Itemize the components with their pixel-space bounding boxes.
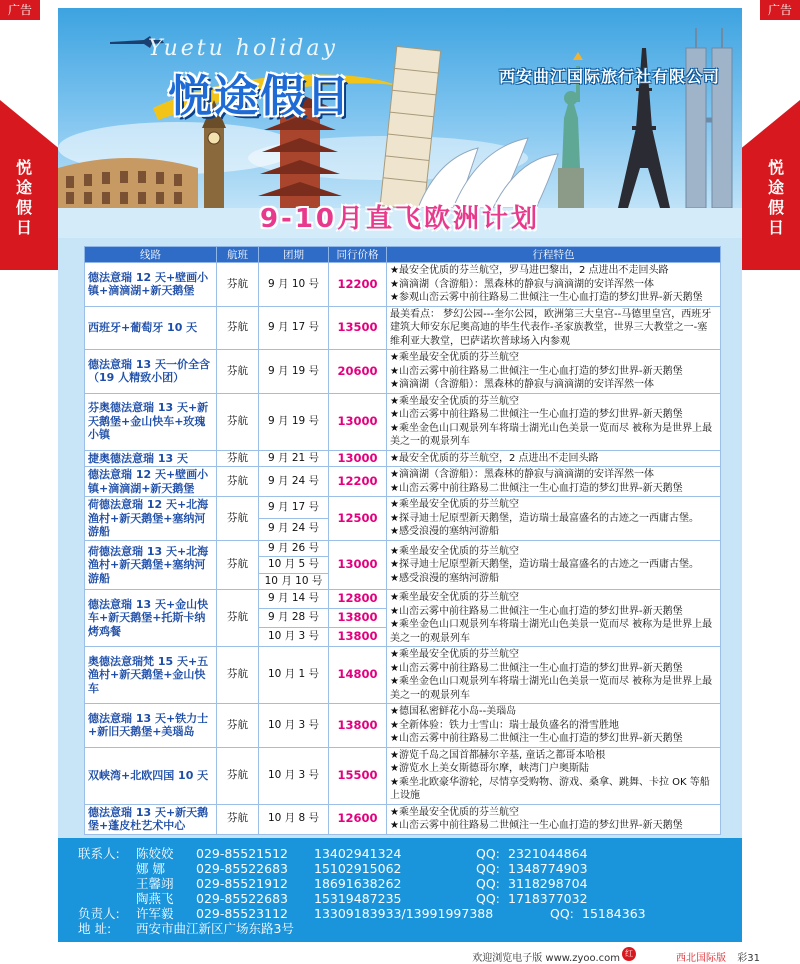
- address-label: 地 址:: [78, 921, 112, 936]
- script-title: Yuetu holiday: [148, 36, 338, 61]
- feature-line: ★探寻迪士尼原型新天鹅堡，造访瑞士最富盛名的古迹之一西庸古堡。: [390, 512, 699, 524]
- feature-line: ★山峦云雾中前往路易二世倾注一生心血打造的梦幻世界-新天鹅堡: [390, 820, 683, 831]
- qq-label: QQ:: [476, 876, 500, 891]
- footer-text: 欢迎浏览电子版 www.zyoo.com: [472, 953, 620, 964]
- route-cell: 德法意瑞 13 天+铁力士+新旧天鹅堡+美瑙岛: [85, 704, 217, 748]
- feature-line: ★山峦云雾中前往路易二世倾注一生心血打造的梦幻世界-新天鹅堡: [390, 409, 683, 420]
- manager-label: 负责人:: [78, 906, 120, 921]
- header-features: 行程特色: [387, 247, 721, 263]
- price-cell: 13800: [329, 609, 387, 628]
- airline-cell: 芬航: [217, 540, 259, 590]
- qq-label: QQ:: [550, 906, 574, 921]
- contact-mobile: 13402941324: [314, 846, 402, 861]
- route-cell: 德法意瑞 12 天+壁画小镇+滴滴湖+新天鹅堡: [85, 263, 217, 307]
- price-cell: 12600: [329, 804, 387, 834]
- manager-mobile: 13309183933/13991997388: [314, 906, 494, 921]
- feature-line: ★乘坐最安全优质的芬兰航空: [390, 395, 519, 407]
- price-cell: 13000: [329, 540, 387, 590]
- price-cell: 13800: [329, 628, 387, 647]
- contact-row: [78, 846, 738, 861]
- header-price: 同行价格: [329, 247, 387, 263]
- date-cell: 10 月 3 号: [259, 747, 329, 804]
- table-row: [85, 804, 721, 834]
- feature-line: ★感受浪漫的塞纳河游船: [390, 572, 499, 584]
- ad-panel: [58, 8, 742, 942]
- contact-name: 陈姣姣: [136, 846, 174, 861]
- route-cell: 捷奥德法意瑞 13 天: [85, 450, 217, 467]
- feature-line: ★乘坐金色山口观景列车将瑞士湖光山色美景一览而尽 被称为是世界上最美之一的观景列车: [390, 619, 713, 644]
- qq-label: QQ:: [476, 846, 500, 861]
- header-airline: 航班: [217, 247, 259, 263]
- features-cell: [387, 747, 721, 804]
- route-cell: 荷德法意瑞 12 天+北海渔村+新天鹅堡+塞纳河游船: [85, 497, 217, 541]
- airline-cell: 芬航: [217, 350, 259, 394]
- manager-phone: 029-85523112: [196, 906, 288, 921]
- airline-cell: 芬航: [217, 804, 259, 834]
- table-row: [85, 747, 721, 804]
- date-cell: 10 月 8 号: [259, 804, 329, 834]
- contact-row: [78, 891, 738, 906]
- price-cell: 12800: [329, 590, 387, 609]
- airline-cell: 芬航: [217, 590, 259, 647]
- twin-towers-icon: [686, 28, 732, 208]
- manager-name: 许军毅: [136, 906, 174, 921]
- table-row: [85, 467, 721, 497]
- date-cell: 9 月 17 号: [259, 306, 329, 350]
- feature-line: ★乘坐最安全优质的芬兰航空: [390, 806, 519, 818]
- feature-line: ★乘坐最安全优质的芬兰航空: [390, 499, 519, 510]
- date-cell: 9 月 17 号: [259, 497, 329, 519]
- airline-cell: 芬航: [217, 497, 259, 541]
- features-cell: [387, 467, 721, 497]
- contact-qq: 3118298704: [508, 876, 588, 891]
- date-cell: 10 月 1 号: [259, 647, 329, 704]
- feature-line: ★山峦云雾中前往路易二世倾注一生心血打造的梦幻世界-新天鹅堡: [390, 733, 683, 744]
- features-cell: [387, 804, 721, 834]
- contact-name: 陶燕飞: [136, 891, 174, 906]
- feature-line: ★乘坐金色山口观景列车将瑞士湖光山色美景一览而尽 被称为是世界上最美之一的观景列车: [390, 676, 713, 701]
- date-cell: 9 月 10 号: [259, 263, 329, 307]
- contact-name: 娜 娜: [136, 861, 165, 876]
- feature-line: ★滴滴湖（含游船）：黑森林的静寂与滴滴湖的安详浑然一体: [390, 278, 654, 290]
- features-cell: [387, 263, 721, 307]
- qq-label: QQ:: [476, 861, 500, 876]
- feature-line: ★最安全优质的芬兰航空，罗马进巴黎出，2 点进出不走回头路: [390, 265, 669, 276]
- price-cell: 15500: [329, 747, 387, 804]
- route-cell: 德法意瑞 13 天+新天鹅堡+蓬皮杜艺术中心: [85, 804, 217, 834]
- price-cell: 12200: [329, 263, 387, 307]
- table-row: [85, 393, 721, 450]
- features-cell: [387, 306, 721, 350]
- table-row: [85, 350, 721, 394]
- feature-line: ★乘坐最安全优质的芬兰航空: [390, 649, 519, 660]
- contact-row: [78, 861, 738, 876]
- contact-mobile: 15319487235: [314, 891, 402, 906]
- airline-cell: 芬航: [217, 704, 259, 748]
- contact-phone: 029-85522683: [196, 861, 288, 876]
- address-value: 西安市曲江新区广场东路3号: [136, 921, 294, 936]
- table-row: [85, 497, 721, 519]
- contact-phone: 029-85522683: [196, 891, 288, 906]
- feature-line: ★德国私密鲜花小岛--美瑙岛: [390, 706, 517, 717]
- manager-qq: 15184363: [582, 906, 646, 921]
- banner: [58, 8, 742, 238]
- table-row: [85, 647, 721, 704]
- date-cell: 10 月 3 号: [259, 704, 329, 748]
- price-cell: 13000: [329, 393, 387, 450]
- contact-qq: 2321044864: [508, 846, 588, 861]
- airline-cell: 芬航: [217, 393, 259, 450]
- date-cell: 10 月 3 号: [259, 628, 329, 647]
- date-cell: 9 月 19 号: [259, 393, 329, 450]
- contact-label: 联系人:: [78, 846, 120, 861]
- table-body: [85, 263, 721, 835]
- price-cell: 13800: [329, 704, 387, 748]
- route-cell: 荷德法意瑞 13 天+北海渔村+新天鹅堡+塞纳河游船: [85, 540, 217, 590]
- features-cell: [387, 590, 721, 647]
- feature-line: ★游览千岛之国首都赫尔辛基, 童话之都哥本哈根: [390, 749, 606, 761]
- feature-line: ★山峦云雾中前往路易二世倾注一生心血打造的梦幻世界-新天鹅堡: [390, 605, 683, 617]
- date-cell: 9 月 21 号: [259, 450, 329, 467]
- edition-name: 西北国际版: [676, 953, 726, 964]
- airline-cell: 芬航: [217, 306, 259, 350]
- date-cell: 9 月 26 号: [259, 540, 329, 557]
- route-cell: 双峡湾+北欧四国 10 天: [85, 747, 217, 804]
- airline-cell: 芬航: [217, 467, 259, 497]
- header-route: 线路: [85, 247, 217, 263]
- features-cell: [387, 647, 721, 704]
- airline-cell: 芬航: [217, 450, 259, 467]
- feature-line: ★全新体验：铁力士雪山：瑞士最负盛名的滑雪胜地: [390, 719, 619, 731]
- contact-qq: 1718377032: [508, 891, 588, 906]
- ad-label-right: 广告: [760, 0, 800, 20]
- feature-line: ★乘坐北欧豪华游轮，尽情享受购物、游戏、桑拿、跳舞、卡拉 OK 等船上设施: [390, 776, 710, 801]
- route-cell: 德法意瑞 13 天一价全含（19 人精致小团）: [85, 350, 217, 394]
- feature-line: ★参观山峦云雾中前往路易二世倾注一生心血打造的梦幻世界-新天鹅堡: [390, 292, 703, 303]
- qq-label: QQ:: [476, 891, 500, 906]
- table-row: [85, 704, 721, 748]
- date-cell: 10 月 5 号: [259, 557, 329, 574]
- contact-block: [78, 846, 738, 936]
- feature-line: ★滴滴湖（含游船）：黑森林的静寂与滴滴湖的安详浑然一体: [390, 469, 654, 480]
- table-row: [85, 540, 721, 557]
- route-cell: 德法意瑞 13 天+金山快车+新天鹅堡+托斯卡纳烤鸡餐: [85, 590, 217, 647]
- feature-line: ★山峦云雾中前往路易二世倾注一生心血打造的梦幻世界-新天鹅堡: [390, 662, 683, 674]
- table-row: [85, 263, 721, 307]
- features-cell: [387, 540, 721, 590]
- date-cell: 9 月 24 号: [259, 518, 329, 540]
- price-cell: 13000: [329, 450, 387, 467]
- ad-label-left: 广告: [0, 0, 40, 20]
- date-cell: 9 月 14 号: [259, 590, 329, 609]
- feature-line: ★乘坐最安全优质的芬兰航空: [390, 352, 519, 363]
- itinerary-table: [84, 246, 721, 835]
- contact-qq: 1348774903: [508, 861, 588, 876]
- feature-line: ★山峦云雾中前往路易二世倾注一生心血打造的梦幻世界-新天鹅堡: [390, 365, 683, 377]
- header-dates: 团期: [259, 247, 329, 263]
- feature-line: 最美看点： 梦幻公园---奎尔公园，欧洲第三大皇宫--马德里皇宫，西班牙建筑大师安东尼奥高迪的毕生代表作-圣家族教堂，世界三大教堂之一-塞维利亚大教堂，巴萨诺坎普球场入内参观: [390, 308, 712, 347]
- price-cell: 12200: [329, 467, 387, 497]
- side-brand-right: 悦 途 假 日: [767, 158, 784, 237]
- feature-line: ★最安全优质的芬兰航空，2 点进出不走回头路: [390, 452, 599, 464]
- table-header-row: [85, 247, 721, 263]
- airline-cell: 芬航: [217, 647, 259, 704]
- features-cell: [387, 704, 721, 748]
- brand-title: 悦途假日: [168, 71, 352, 122]
- table-row: [85, 590, 721, 609]
- feature-line: ★滴滴湖（含游船）：黑森林的静寂与滴滴湖的安详浑然一体: [390, 379, 654, 390]
- feature-line: ★游览水上美女斯德哥尔摩，峡湾门户奥斯陆: [390, 763, 589, 774]
- plan-title: 9-10月直飞欧洲计划: [259, 204, 541, 234]
- date-cell: 10 月 10 号: [259, 573, 329, 590]
- route-cell: 奥德法意瑞梵 15 天+五渔村+新天鹅堡+金山快车: [85, 647, 217, 704]
- feature-line: ★乘坐最安全优质的芬兰航空: [390, 592, 519, 603]
- contact-phone: 029-85521512: [196, 846, 288, 861]
- features-cell: [387, 350, 721, 394]
- table-row: [85, 306, 721, 350]
- price-cell: 12500: [329, 497, 387, 541]
- features-cell: [387, 393, 721, 450]
- feature-line: ★探寻迪士尼原型新天鹅堡，造访瑞士最富盛名的古迹之一西庸古堡。: [390, 559, 699, 570]
- date-cell: 9 月 24 号: [259, 467, 329, 497]
- contact-row: [78, 876, 738, 891]
- contact-mobile: 18691638262: [314, 876, 402, 891]
- side-brand-left: 悦 途 假 日: [15, 158, 32, 237]
- route-cell: 德法意瑞 12 天+壁画小镇+滴滴湖+新天鹅堡: [85, 467, 217, 497]
- price-cell: 20600: [329, 350, 387, 394]
- feature-line: ★山峦云雾中前往路易二世倾注一生心血打造的梦幻世界-新天鹅堡: [390, 482, 683, 494]
- route-cell: 芬奥德法意瑞 13 天+新天鹅堡+金山快车+玫瑰小镇: [85, 393, 217, 450]
- date-cell: 9 月 19 号: [259, 350, 329, 394]
- contact-name: 王馨翊: [136, 876, 174, 891]
- edition-badge: 红: [622, 947, 636, 961]
- company-name: 西安曲江国际旅行社有限公司: [498, 67, 720, 86]
- manager-row: [78, 906, 738, 921]
- price-cell: 14800: [329, 647, 387, 704]
- features-cell: [387, 450, 721, 467]
- table-row: [85, 450, 721, 467]
- date-cell: 9 月 28 号: [259, 609, 329, 628]
- airline-cell: 芬航: [217, 263, 259, 307]
- airline-cell: 芬航: [217, 747, 259, 804]
- address-row: [78, 921, 738, 936]
- footer: [0, 946, 800, 964]
- contact-mobile: 15102915062: [314, 861, 402, 876]
- feature-line: ★乘坐金色山口观景列车将瑞士湖光山色美景一览而尽 被称为是世界上最美之一的观景列车: [390, 422, 713, 447]
- contact-phone: 029-85521912: [196, 876, 288, 891]
- price-cell: 13500: [329, 306, 387, 350]
- feature-line: ★感受浪漫的塞纳河游船: [390, 526, 499, 537]
- page-number: 彩31: [737, 953, 760, 964]
- route-cell: 西班牙+葡萄牙 10 天: [85, 306, 217, 350]
- feature-line: ★乘坐最安全优质的芬兰航空: [390, 545, 519, 557]
- features-cell: [387, 497, 721, 541]
